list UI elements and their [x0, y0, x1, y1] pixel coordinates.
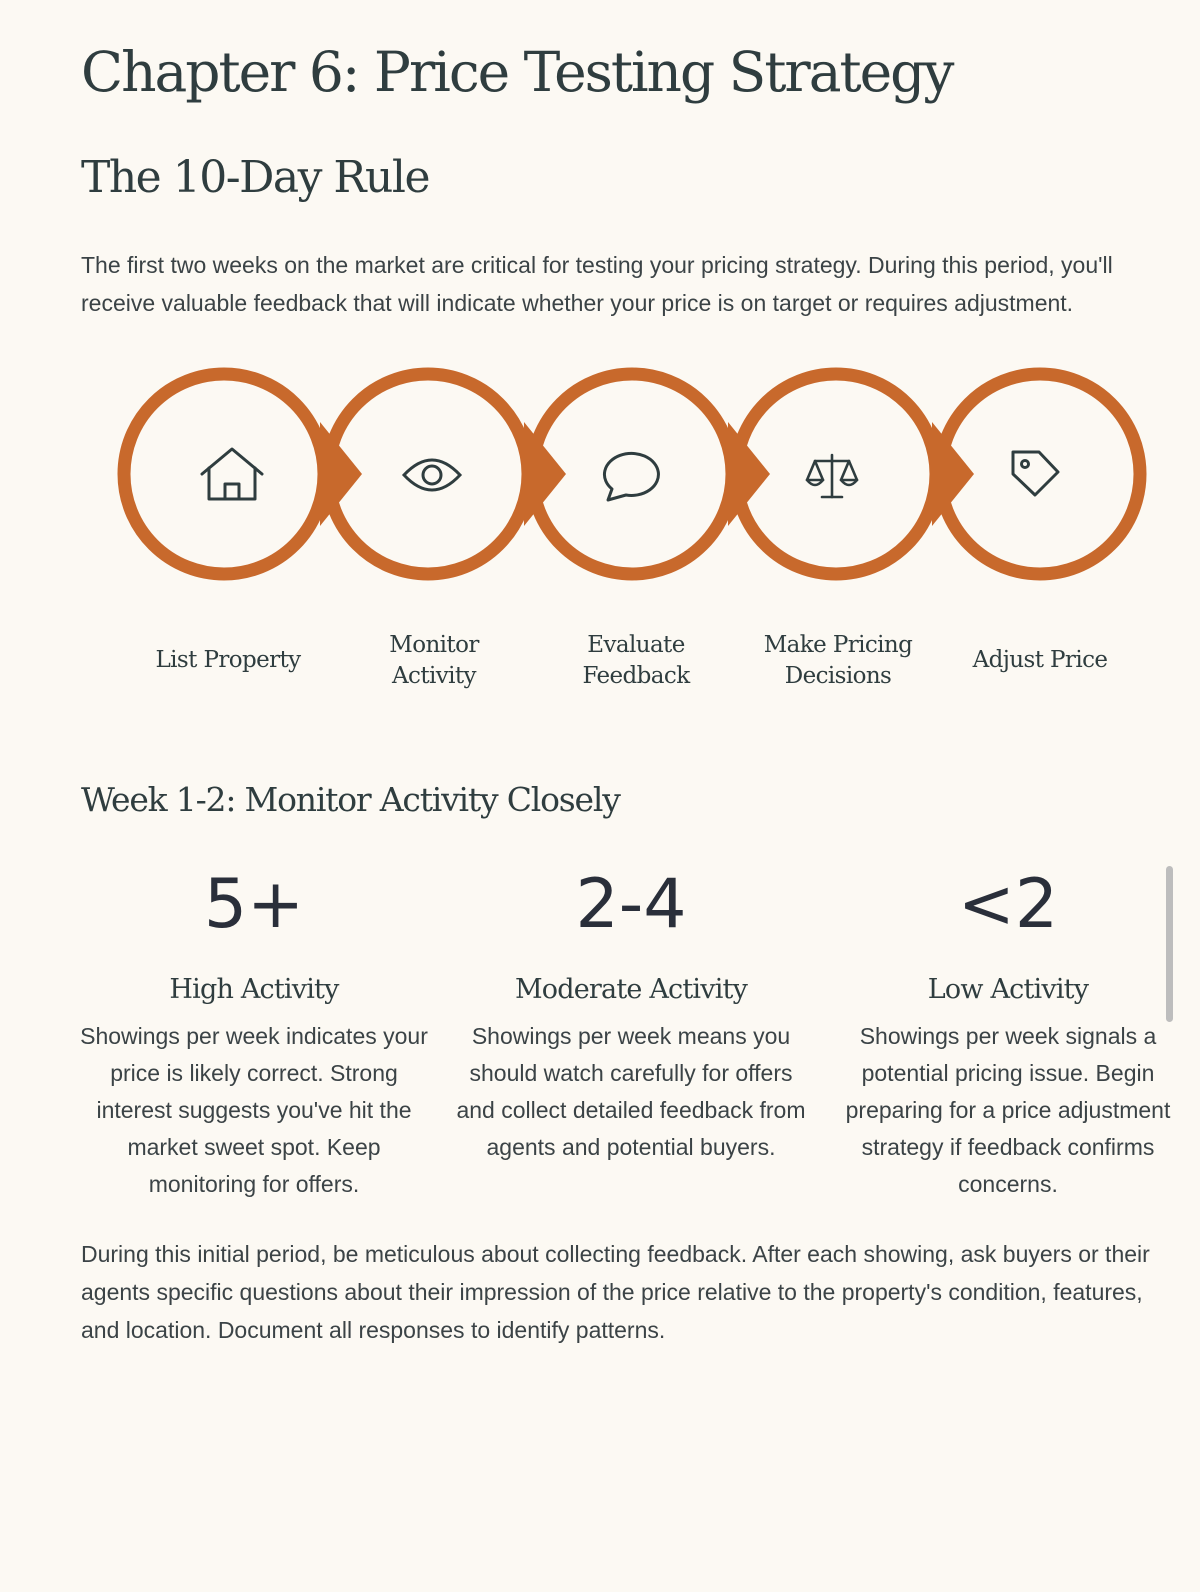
stat-title: High Activity — [169, 974, 339, 1005]
stat-high-activity — [74, 860, 434, 1203]
step-label-list-property: List Property — [155, 647, 301, 673]
step-label-make-pricing-decisions: Make Pricing Decisions — [763, 632, 913, 689]
stat-number: 5+ — [203, 865, 305, 944]
eye-icon — [404, 460, 460, 490]
stat-description: Showings per week means you should watch carefully for offers and collect detailed feedback from agents and potential buyers. — [456, 1023, 806, 1160]
chapter-title: Chapter 6: Price Testing Strategy — [81, 40, 953, 104]
activity-section-title: Week 1-2: Monitor Activity Closely — [81, 780, 620, 819]
stat-description: Showings per week signals a potential pricing issue. Begin preparing for a price adjustment strategy if feedback confirms concerns. — [845, 1023, 1171, 1197]
process-diagram — [0, 0, 1200, 620]
scrollbar-thumb[interactable] — [1166, 866, 1173, 1022]
stat-title: Moderate Activity — [514, 974, 748, 1005]
speech-bubble-icon — [604, 453, 658, 500]
stat-moderate-activity — [451, 860, 811, 1166]
scale-icon — [807, 455, 857, 497]
step-label-monitor-activity: Monitor Activity — [389, 632, 479, 689]
stat-number: 2-4 — [575, 865, 687, 944]
closing-paragraph: During this initial period, be meticulous about collecting feedback. After each showing, ask buyers or their agents specific questions about their impression of the price relative to the property's condition, features, and location. Document all responses to identify patterns. — [81, 1241, 1150, 1343]
step-circle-1 — [124, 374, 324, 574]
intro-paragraph: The first two weeks on the market are critical for testing your pricing strategy. During this period, you'll receive valuable feedback that will indicate whether your price is on target or requires adjustment. — [81, 252, 1113, 316]
stat-title: Low Activity — [927, 974, 1089, 1005]
step-label-adjust-price: Adjust Price — [972, 647, 1108, 673]
stat-description: Showings per week indicates your price is likely correct. Strong interest suggests you've hit the market sweet spot. Keep monitoring for offers. — [80, 1023, 428, 1197]
price-tag-icon — [1013, 452, 1058, 495]
house-icon — [202, 449, 262, 499]
stat-low-activity — [828, 860, 1188, 1203]
stat-number: <2 — [957, 865, 1059, 944]
section-title: The 10-Day Rule — [81, 152, 429, 203]
step-label-evaluate-feedback: Evaluate Feedback — [582, 632, 690, 689]
